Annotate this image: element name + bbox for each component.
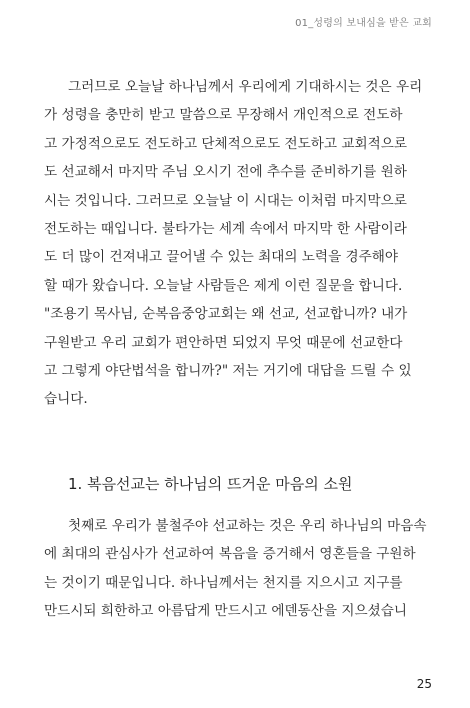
text-line: 그러므로 오늘날 하나님께서 우리에게 기대하시는 것은 우리	[68, 79, 423, 95]
section-heading: 1. 복음선교는 하나님의 뜨거운 마음의 소원	[68, 475, 353, 493]
text-line: 전도하는 때입니다. 불타가는 세계 속에서 마지막 한 사람이라	[44, 220, 407, 237]
text-line: 에 최대의 관심사가 선교하여 복음을 증거해서 영혼들을 구원하	[44, 546, 416, 563]
text-line: 는 것이기 때문입니다. 하나님께서는 천지를 지으시고 지구를	[44, 574, 403, 591]
text-line: 첫째로 우리가 불철주야 선교하는 것은 우리 하나님의 마음속	[68, 518, 427, 534]
text-line: 도 선교해서 마지막 주님 오시기 전에 추수를 준비하기를 원하	[44, 164, 407, 181]
text-line: 할 때가 왔습니다. 오늘날 사람들은 제게 이런 질문을 합니다.	[44, 277, 403, 294]
text-line: 습니다.	[44, 391, 88, 408]
text-line: 구원받고 우리 교회가 편안하면 되었지 무엇 때문에 선교한다	[44, 334, 403, 351]
text-line: 만드시되 희한하고 아름답게 만드시고 에덴동산을 지으셨습니	[44, 603, 408, 620]
text-line: 고 가정적으로도 전도하고 단체적으로도 전도하고 교회적으로	[44, 135, 408, 152]
text-line: 가 성령을 충만히 받고 말씀으로 무장해서 개인적으로 전도하	[44, 107, 403, 124]
paragraph-1	[44, 73, 429, 414]
text-line: "조용기 목사님, 순복음중앙교회는 왜 선교, 선교합니까? 내가	[44, 306, 408, 323]
running-header: 01_성령의 보내심을 받은 교회	[295, 18, 432, 29]
page-number: 25	[416, 677, 432, 691]
text-line: 고 그렇게 야단법석을 합니까?" 저는 거기에 대답을 드릴 수 있	[44, 362, 412, 379]
text-line: 시는 것입니다. 그러므로 오늘날 이 시대는 이처럼 마지막으로	[44, 192, 407, 209]
text-line: 도 더 많이 건져내고 끌어낼 수 있는 최대의 노력을 경주해야	[44, 249, 399, 266]
paragraph-2	[44, 512, 429, 626]
